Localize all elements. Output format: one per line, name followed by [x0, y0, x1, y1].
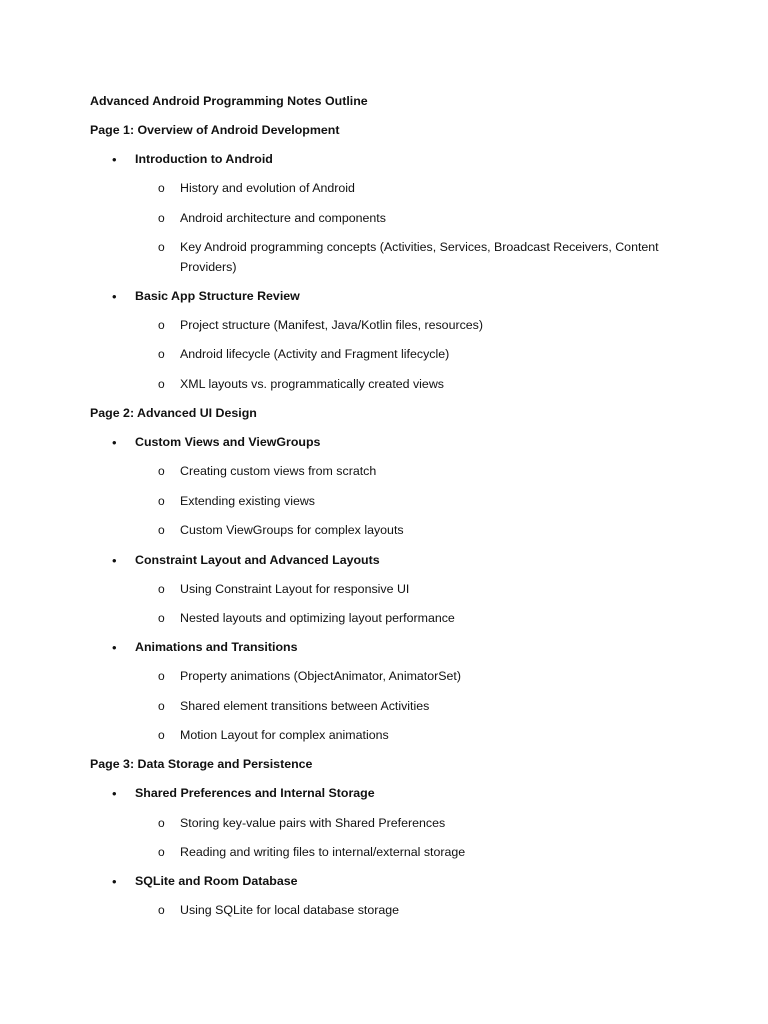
sub-item: Nested layouts and optimizing layout performance [180, 611, 455, 625]
sub-bullet-marker: o [158, 494, 165, 508]
sub-item: Custom ViewGroups for complex layouts [180, 523, 404, 537]
bullet-marker: • [112, 640, 117, 655]
sub-item: Project structure (Manifest, Java/Kotlin files, resources) [180, 318, 483, 332]
sub-item: Shared element transitions between Activities [180, 699, 430, 713]
bullet-custom-views: Custom Views and ViewGroups [135, 435, 321, 449]
sub-item: Android architecture and components [180, 211, 386, 225]
sub-item: Extending existing views [180, 494, 315, 508]
sub-item: Storing key-value pairs with Shared Preferences [180, 816, 446, 830]
sub-bullet-marker: o [158, 181, 165, 195]
sub-bullet-marker: o [158, 728, 165, 742]
bullet-shared-preferences: Shared Preferences and Internal Storage [135, 786, 375, 800]
sub-bullet-marker: o [158, 903, 165, 917]
sub-item: Property animations (ObjectAnimator, AnimatorSet) [180, 669, 461, 683]
sub-item: Reading and writing files to internal/external storage [180, 845, 466, 859]
sub-bullet-marker: o [158, 318, 165, 332]
sub-bullet-marker: o [158, 347, 165, 361]
sub-bullet-marker: o [158, 464, 165, 478]
document-title: Advanced Android Programming Notes Outline [90, 94, 368, 108]
sub-bullet-marker: o [158, 377, 165, 391]
bullet-marker: • [112, 152, 117, 167]
sub-bullet-marker: o [158, 611, 165, 625]
bullet-intro-android: Introduction to Android [135, 152, 273, 166]
sub-bullet-marker: o [158, 669, 165, 683]
sub-item: Android lifecycle (Activity and Fragment lifecycle) [180, 347, 450, 361]
sub-item: Creating custom views from scratch [180, 464, 377, 478]
sub-bullet-marker: o [158, 211, 165, 225]
section-heading-page3: Page 3: Data Storage and Persistence [90, 757, 313, 771]
bullet-app-structure: Basic App Structure Review [135, 289, 300, 303]
section-heading-page1: Page 1: Overview of Android Development [90, 123, 340, 137]
sub-bullet-marker: o [158, 816, 165, 830]
sub-item: Motion Layout for complex animations [180, 728, 389, 742]
sub-bullet-marker: o [158, 240, 165, 254]
section-heading-page2: Page 2: Advanced UI Design [90, 406, 257, 420]
bullet-marker: • [112, 435, 117, 450]
bullet-constraint-layout: Constraint Layout and Advanced Layouts [135, 553, 380, 567]
sub-item: History and evolution of Android [180, 181, 355, 195]
sub-item: Using Constraint Layout for responsive UI [180, 582, 410, 596]
sub-bullet-marker: o [158, 699, 165, 713]
bullet-marker: • [112, 289, 117, 304]
sub-item: XML layouts vs. programmatically created views [180, 377, 444, 391]
bullet-marker: • [112, 874, 117, 889]
sub-bullet-marker: o [158, 582, 165, 596]
sub-bullet-marker: o [158, 523, 165, 537]
bullet-sqlite-room: SQLite and Room Database [135, 874, 298, 888]
bullet-marker: • [112, 553, 117, 568]
sub-item: Key Android programming concepts (Activities, Services, Broadcast Receivers, Content Providers) [180, 240, 659, 274]
bullet-marker: • [112, 786, 117, 801]
sub-bullet-marker: o [158, 845, 165, 859]
sub-item: Using SQLite for local database storage [180, 903, 400, 917]
bullet-animations: Animations and Transitions [135, 640, 298, 654]
